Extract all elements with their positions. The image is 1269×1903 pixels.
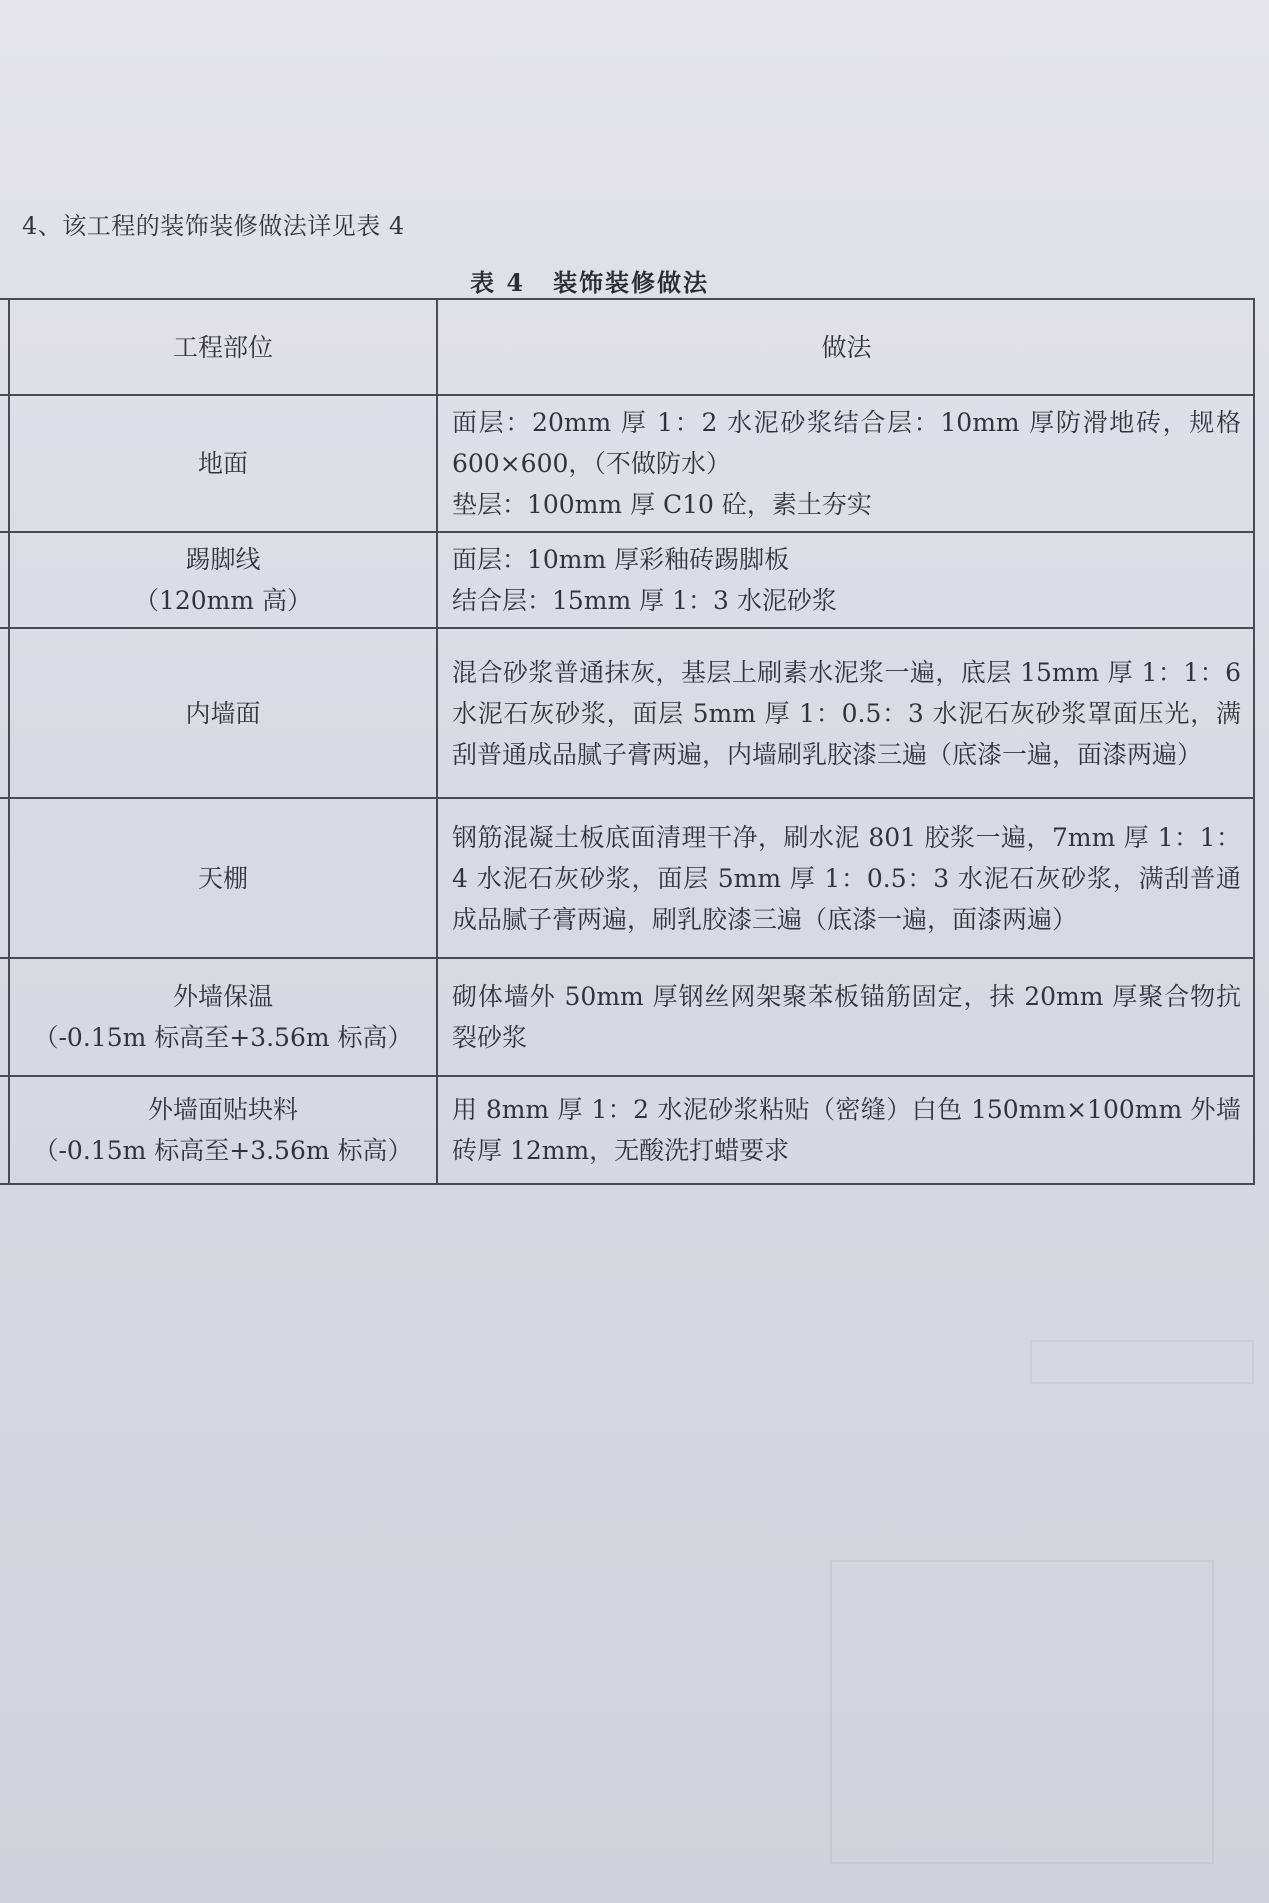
table-edge-cell — [0, 798, 9, 958]
part-label: 天棚 — [197, 863, 248, 893]
method-text: 用 8mm 厚 1：2 水泥砂浆粘贴（密缝）白色 150mm×100mm 外墙砖厚 12mm，无酸洗打蜡要求 — [452, 1095, 1241, 1165]
part-label: 地面 — [197, 449, 248, 478]
method-text: 钢筋混凝土板底面清理干净，刷水泥 801 胶浆一遍，7mm 厚 1：1：4 水泥石灰砂浆，面层 5mm 厚 1：0.5：3 水泥石灰砂浆，满刮普通成品腻子膏两遍，刷乳胶漆三遍（底漆一遍，面漆两遍） — [452, 822, 1241, 934]
table-edge-cell — [0, 958, 9, 1076]
row-method-cell — [437, 798, 1254, 958]
row-part-cell — [9, 1076, 437, 1184]
part-label: 内墙面 — [185, 698, 261, 728]
row-method-cell — [437, 1076, 1254, 1184]
table-title — [470, 263, 709, 298]
table-row — [0, 798, 1254, 958]
table-edge-cell — [0, 532, 9, 628]
table-row — [0, 395, 1254, 532]
row-method-cell — [437, 532, 1254, 628]
table-row — [0, 532, 1254, 628]
table-edge-cell — [0, 1076, 9, 1184]
part-sublabel: （-0.15m 标高至+3.56m 标高） — [33, 1023, 413, 1052]
header-method: 做法 — [437, 299, 1254, 395]
intro-paragraph: 4、该工程的装饰装修做法详见表 4 — [22, 212, 405, 240]
table-number: 表 4 — [470, 268, 526, 297]
row-method-cell — [437, 958, 1254, 1076]
table-name: 装饰装修做法 — [553, 268, 710, 297]
method-text: 垫层：100mm 厚 C10 砼，素土夯实 — [452, 490, 872, 519]
method-text: 结合层：15mm 厚 1：3 水泥砂浆 — [452, 586, 837, 615]
row-part-cell — [9, 395, 437, 532]
row-part-cell — [9, 628, 437, 798]
method-text: 混合砂浆普通抹灰，基层上刷素水泥浆一遍，底层 15mm 厚 1：1：6 水泥石灰砂浆，面层 5mm 厚 1：0.5：3 水泥石灰砂浆罩面压光，满刮普通成品腻子膏两遍，内墙刷乳胶漆三遍（底漆一遍，面漆两遍） — [452, 657, 1241, 769]
row-part-cell — [9, 798, 437, 958]
table-row — [0, 958, 1254, 1076]
bleed-through-table — [830, 1560, 1214, 1864]
table-edge-cell — [0, 628, 9, 798]
row-method-cell — [437, 395, 1254, 532]
part-sublabel: （-0.15m 标高至+3.56m 标高） — [33, 1136, 413, 1165]
part-label: 外墙保温 — [172, 982, 273, 1011]
method-text: 面层：20mm 厚 1：2 水泥砂浆结合层：10mm 厚防滑地砖，规格 600×600，（不做防水） — [452, 408, 1241, 478]
row-part-cell — [9, 532, 437, 628]
table-edge-cell — [0, 299, 9, 395]
table-row — [0, 1076, 1254, 1184]
row-part-cell — [9, 958, 437, 1076]
method-text: 面层：10mm 厚彩釉砖踢脚板 — [452, 545, 790, 574]
bleed-through-box — [1030, 1340, 1254, 1384]
table-edge-cell — [0, 395, 9, 532]
method-text: 砌体墙外 50mm 厚钢丝网架聚苯板锚筋固定，抹 20mm 厚聚合物抗裂砂浆 — [452, 982, 1241, 1052]
row-method-cell — [437, 628, 1254, 798]
table-header-row — [0, 299, 1254, 395]
decoration-method-table — [0, 298, 1255, 1185]
part-sublabel: （120mm 高） — [133, 586, 313, 615]
part-label: 踢脚线 — [185, 545, 261, 574]
header-part: 工程部位 — [9, 299, 437, 395]
table-row — [0, 628, 1254, 798]
part-label: 外墙面贴块料 — [147, 1095, 298, 1124]
